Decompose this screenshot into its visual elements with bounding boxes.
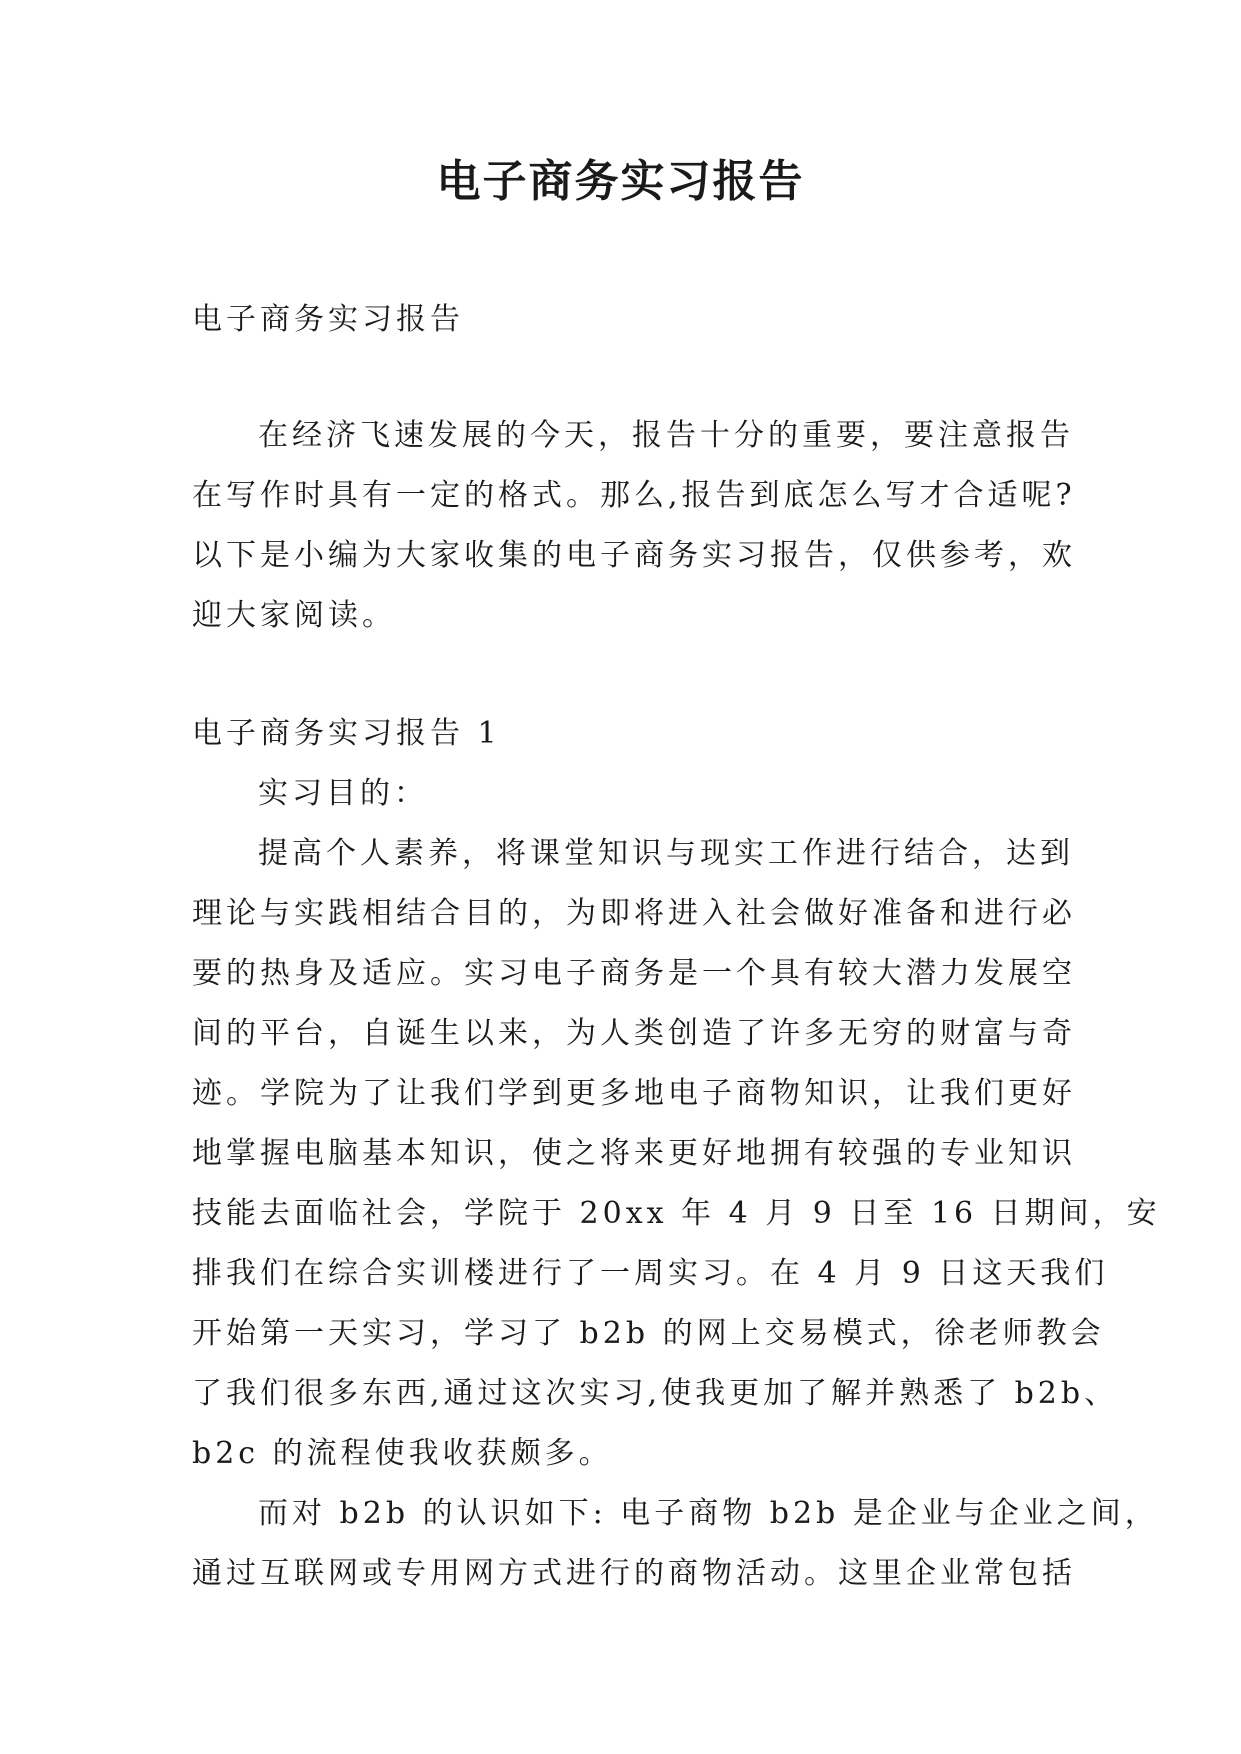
paragraph-line: 技能去面临社会，学院于 20xx 年 4 月 9 日至 16 日期间，安 bbox=[192, 1196, 1161, 1231]
paragraph-line: 排我们在综合实训楼进行了一周实习。在 4 月 9 日这天我们 bbox=[192, 1256, 1109, 1291]
paragraph-line: 而对 b2b 的认识如下: 电子商物 b2b 是企业与企业之间， bbox=[258, 1496, 1159, 1531]
paragraph-line: 理论与实践相结合目的，为即将进入社会做好准备和进行必 bbox=[192, 896, 1076, 931]
section-title: 电子商务实习报告 1 bbox=[192, 716, 501, 751]
intro-line: 迎大家阅读。 bbox=[192, 598, 396, 633]
intro-paragraph bbox=[192, 406, 1076, 646]
paragraph-line: 通过互联网或专用网方式进行的商物活动。这里企业常包括 bbox=[192, 1556, 1076, 1591]
intro-line: 在写作时具有一定的格式。那么,报告到底怎么写才合适呢? bbox=[192, 478, 1076, 513]
paragraph-line: 开始第一天实习，学习了 b2b 的网上交易模式，徐老师教会 bbox=[192, 1316, 1105, 1351]
paragraph-line: 了我们很多东西,通过这次实习,使我更加了解并熟悉了 b2b、 bbox=[192, 1376, 1119, 1411]
paragraph-line: 间的平台，自诞生以来，为人类创造了许多无穷的财富与奇 bbox=[192, 1016, 1076, 1051]
document-title: 电子商务实习报告 bbox=[436, 156, 805, 207]
paragraph-line: b2c 的流程使我收获颇多。 bbox=[192, 1436, 613, 1471]
purpose-label: 实习目的： bbox=[258, 776, 428, 811]
purpose-paragraph bbox=[192, 824, 1161, 1484]
paragraph-line: 迹。学院为了让我们学到更多地电子商物知识，让我们更好 bbox=[192, 1076, 1076, 1111]
paragraph-line: 地掌握电脑基本知识，使之将来更好地拥有较强的专业知识 bbox=[192, 1136, 1076, 1171]
intro-line: 以下是小编为大家收集的电子商务实习报告，仅供参考，欢 bbox=[192, 538, 1076, 573]
paragraph-line: 提高个人素养，将课堂知识与现实工作进行结合，达到 bbox=[258, 836, 1074, 871]
document-body bbox=[192, 290, 1161, 1604]
subtitle: 电子商务实习报告 bbox=[192, 302, 464, 337]
paragraph-line: 要的热身及适应。实习电子商务是一个具有较大潜力发展空 bbox=[192, 956, 1076, 991]
b2b-paragraph bbox=[192, 1484, 1159, 1604]
intro-line: 在经济飞速发展的今天，报告十分的重要，要注意报告 bbox=[258, 418, 1074, 453]
